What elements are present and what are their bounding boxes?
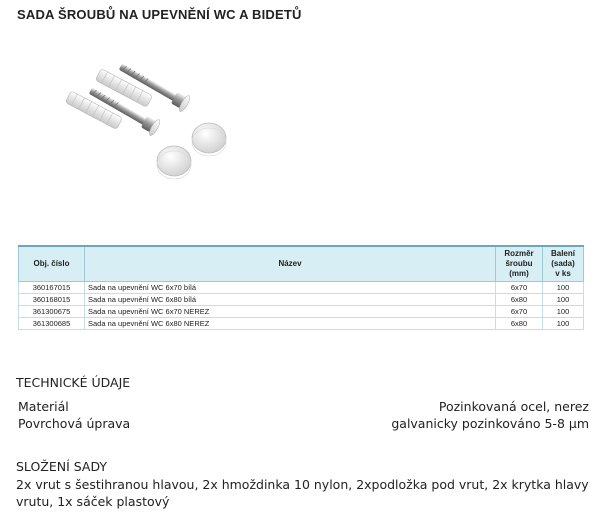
specs-heading: TECHNICKÉ ÚDAJE: [16, 375, 131, 390]
cell-pack: 100: [543, 318, 584, 330]
cell-name: Sada na upevnění WC 6x70 NEREZ: [85, 306, 496, 318]
cell-size: 6x80: [496, 294, 543, 306]
cell-code: 360167015: [19, 282, 85, 294]
cell-name: Sada na upevnění WC 6x70 bílá: [85, 282, 496, 294]
header-pack-line: Balení: [550, 249, 575, 258]
cell-size: 6x80: [496, 318, 543, 330]
table-row: [19, 282, 584, 294]
cap-icon: [192, 123, 226, 156]
composition-heading: SLOŽENÍ SADY: [16, 459, 108, 474]
spec-label: Povrchová úprava: [18, 416, 131, 431]
header-size: [496, 246, 543, 282]
header-size-line: Rozměr: [504, 249, 534, 258]
cell-pack: 100: [543, 306, 584, 318]
table-row: [19, 294, 584, 306]
cell-size: 6x70: [496, 306, 543, 318]
cell-name: Sada na upevnění WC 6x80 bílá: [85, 294, 496, 306]
cell-code: 360168015: [19, 294, 85, 306]
product-table: [18, 245, 584, 330]
table-row: [19, 306, 584, 318]
header-code: Obj. číslo: [19, 246, 85, 282]
cell-code: 361300685: [19, 318, 85, 330]
cell-code: 361300675: [19, 306, 85, 318]
page-title: SADA ŠROUBŮ NA UPEVNĚNÍ WC A BIDETŮ: [17, 7, 302, 22]
cap-icon: [157, 146, 191, 179]
composition-text: 2x vrut s šestihranou hlavou, 2x hmoždinka 10 nylon, 2xpodložka pod vrut, 2x krytka hlavy vrutu, 1x sáček plastový: [16, 477, 589, 509]
header-pack-line: (sada): [551, 259, 575, 268]
product-image: [62, 58, 242, 190]
header-pack-line: v ks: [555, 269, 571, 278]
dowel-icon: [65, 91, 122, 130]
cell-name: Sada na upevnění WC 6x80 NEREZ: [85, 318, 496, 330]
spec-row-material: [18, 399, 589, 414]
header-size-line: šroubu: [505, 259, 533, 268]
spec-value: Pozinkovaná ocel, nerez: [438, 399, 589, 414]
spec-row-surface: [18, 416, 589, 431]
table-row: [19, 318, 584, 330]
spec-value: galvanicky pozinkováno 5-8 µm: [391, 416, 589, 431]
cell-size: 6x70: [496, 282, 543, 294]
header-name: Název: [85, 246, 496, 282]
table-header-row: [19, 246, 584, 282]
cell-pack: 100: [543, 294, 584, 306]
spec-label: Materiál: [18, 399, 69, 414]
header-size-line: (mm): [509, 269, 529, 278]
header-pack: [543, 246, 584, 282]
cell-pack: 100: [543, 282, 584, 294]
